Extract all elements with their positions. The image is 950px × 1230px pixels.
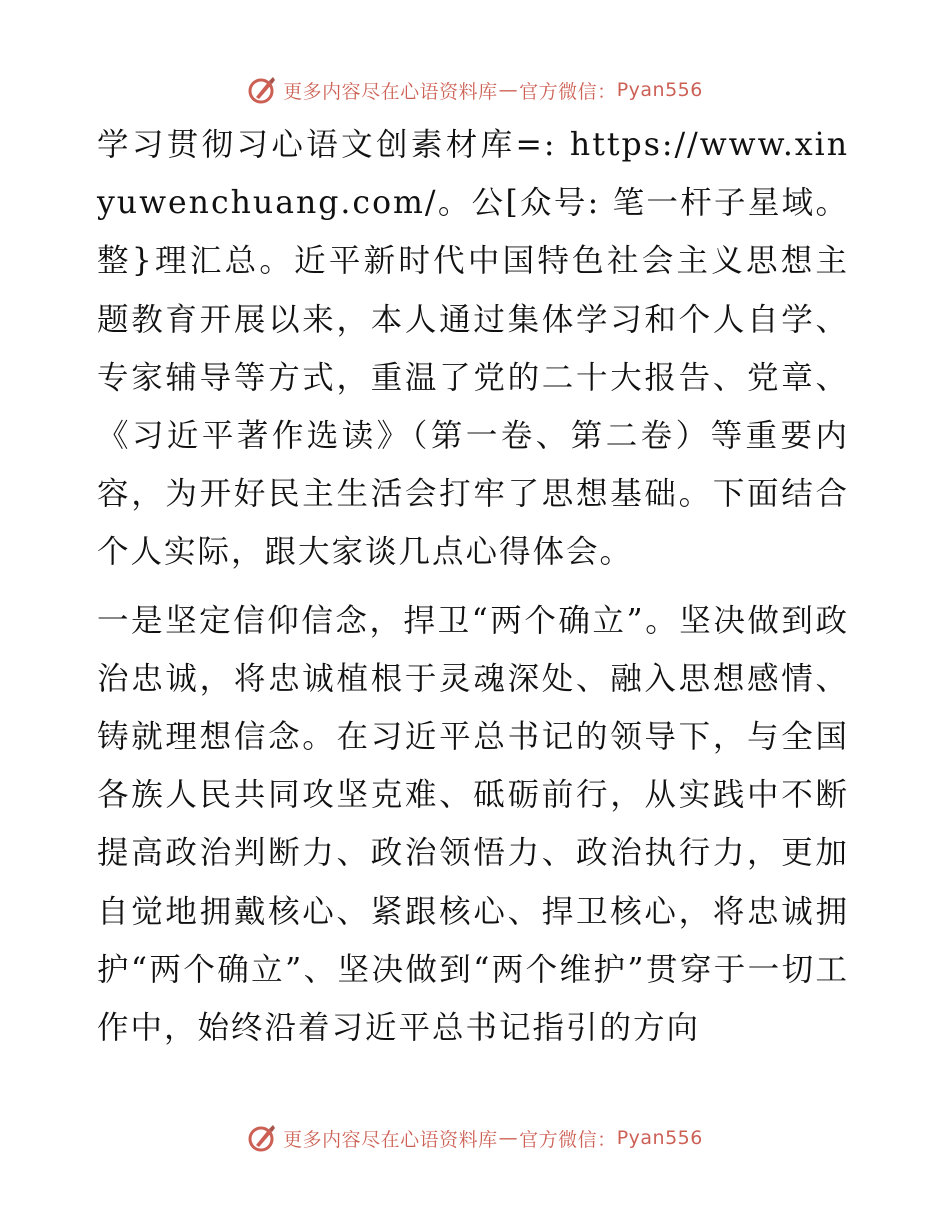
footer-watermark	[0, 1118, 950, 1158]
header-watermark	[0, 70, 950, 110]
watermark-suffix: 官方微信：	[519, 80, 617, 103]
paragraph-point-one: 一是坚定信仰信念，捍卫“两个确立”。坚决做到政治忠诚，将忠诚植根于灵魂深处、融入思想感情、铸就理想信念。在习近平总书记的领导下，与全国各族人民共同攻坚克难、砥砺前行，从实践中不断提高政治判断力、政治领悟力、政治执行力，更加自觉地拥戴核心、紧跟核心、捍卫核心，将忠诚拥护“两个确立”、坚决做到“两个维护”贯穿于一切工作中，始终沿着习近平总书记指引的方向	[97, 602, 849, 1047]
watermark-separator: —	[498, 79, 519, 101]
pen-in-circle-logo-icon	[247, 75, 277, 105]
paragraph-intro: 学习贯彻习心语文创素材库=: https://www.xinyuwenchuang.com/。公[众号: 笔一杆子星域。整}理汇总。近平新时代中国特色社会主义思想主题教育开展以来，本人通过集体学习和个人自学、专家辅导等方式，重温了党的二十大报告、党章、《习近平著作选读》（第一卷、第二卷）等重要内容，为开好民主生活会打牢了思想基础。下面结合个人实际，跟大家谈几点心得体会。	[97, 127, 849, 571]
document-body	[97, 116, 849, 1057]
watermark-text: 更多内容尽在心语资料库	[283, 80, 498, 103]
pen-in-circle-logo-icon	[247, 1123, 277, 1153]
watermark-separator: —	[498, 1127, 519, 1149]
watermark-suffix: 官方微信：	[519, 1128, 617, 1151]
watermark-text: 更多内容尽在心语资料库	[283, 1128, 498, 1151]
watermark-handle: Pyan556	[616, 1127, 703, 1149]
watermark-handle: Pyan556	[616, 79, 703, 101]
